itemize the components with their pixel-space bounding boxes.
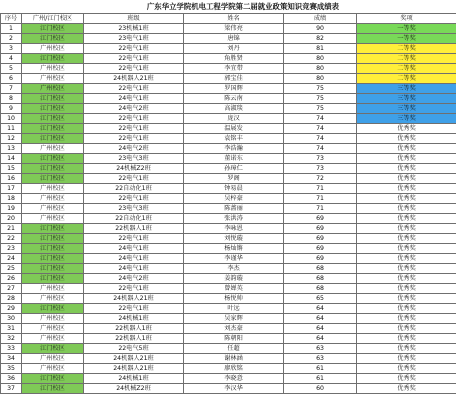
cell-campus[interactable]: 广州校区 [22, 84, 84, 94]
cell-award[interactable]: 优秀奖 [357, 234, 456, 244]
cell-name[interactable]: 李谨华 [184, 254, 284, 264]
cell-class[interactable]: 22电气1班 [84, 134, 184, 144]
cell-class[interactable]: 24电气1班 [84, 264, 184, 274]
cell-campus[interactable]: 江门校区 [22, 344, 84, 354]
header-row [1, 14, 456, 24]
cell-name[interactable]: 陈蔷丽 [184, 204, 284, 214]
cell-award[interactable]: 三等奖 [357, 84, 456, 94]
cell-no[interactable]: 29 [1, 304, 22, 314]
cell-campus[interactable]: 广州校区 [22, 184, 84, 194]
cell-award[interactable]: 优秀奖 [357, 154, 456, 164]
cell-award[interactable]: 一等奖 [357, 34, 456, 44]
cell-award[interactable]: 优秀奖 [357, 194, 456, 204]
table-row[interactable] [1, 294, 456, 304]
cell-award[interactable]: 优秀奖 [357, 384, 456, 394]
cell-score[interactable]: 73 [284, 154, 357, 164]
cell-campus[interactable]: 江门校区 [22, 24, 84, 34]
cell-class[interactable]: 23电气3班 [84, 154, 184, 164]
cell-class[interactable]: 22电气1班 [84, 194, 184, 204]
table-row[interactable] [1, 44, 456, 54]
cell-no[interactable]: 20 [1, 214, 22, 224]
cell-campus[interactable]: 江门校区 [22, 274, 84, 284]
header-award: 奖项 [357, 14, 456, 24]
table-row[interactable] [1, 304, 456, 314]
cell-no[interactable]: 22 [1, 234, 22, 244]
cell-score[interactable]: 64 [284, 334, 357, 344]
cell-name[interactable]: 李汉华 [184, 384, 284, 394]
cell-name[interactable]: 谢林涵 [184, 354, 284, 364]
cell-name[interactable]: 吴家辉 [184, 314, 284, 324]
cell-class[interactable]: 23机械1班 [84, 24, 184, 34]
cell-no[interactable]: 32 [1, 334, 22, 344]
cell-award[interactable]: 优秀奖 [357, 184, 456, 194]
cell-campus[interactable]: 江门校区 [22, 34, 84, 44]
cell-campus[interactable]: 江门校区 [22, 384, 84, 394]
table-row[interactable] [1, 344, 456, 354]
table-row[interactable] [1, 74, 456, 84]
cell-award[interactable]: 优秀奖 [357, 354, 456, 364]
cell-score[interactable]: 61 [284, 364, 357, 374]
cell-score[interactable]: 71 [284, 184, 357, 194]
cell-campus[interactable]: 江门校区 [22, 104, 84, 114]
cell-no[interactable]: 33 [1, 344, 22, 354]
cell-score[interactable]: 74 [284, 114, 357, 124]
cell-score[interactable]: 74 [284, 124, 357, 134]
cell-award[interactable]: 三等奖 [357, 104, 456, 114]
cell-name[interactable]: 梁伟亮 [184, 24, 284, 34]
table-row[interactable] [1, 134, 456, 144]
cell-class[interactable]: 24电气1班 [84, 254, 184, 264]
cell-no[interactable]: 26 [1, 274, 22, 284]
table-row[interactable] [1, 194, 456, 204]
table-row[interactable] [1, 164, 456, 174]
cell-class[interactable]: 24机械1班 [84, 374, 184, 384]
cell-award[interactable]: 优秀奖 [357, 294, 456, 304]
cell-name[interactable]: 罗国辉 [184, 84, 284, 94]
cell-award[interactable]: 优秀奖 [357, 244, 456, 254]
cell-award[interactable]: 三等奖 [357, 114, 456, 124]
cell-class[interactable]: 24机器人21班 [84, 364, 184, 374]
results-table [0, 13, 456, 394]
cell-no[interactable]: 12 [1, 134, 22, 144]
cell-no[interactable]: 37 [1, 384, 22, 394]
cell-class[interactable]: 22自动化1班 [84, 184, 184, 194]
cell-name[interactable]: 陈朝阳 [184, 334, 284, 344]
cell-score[interactable]: 74 [284, 144, 357, 154]
cell-name[interactable]: 唐锦 [184, 34, 284, 44]
table-row[interactable] [1, 354, 456, 364]
table-row[interactable] [1, 324, 456, 334]
cell-campus[interactable]: 广州校区 [22, 314, 84, 324]
table-row[interactable] [1, 364, 456, 374]
cell-award[interactable]: 优秀奖 [357, 304, 456, 314]
cell-score[interactable]: 60 [284, 384, 357, 394]
cell-award[interactable]: 优秀奖 [357, 124, 456, 134]
cell-class[interactable]: 22机器人1班 [84, 224, 184, 234]
cell-campus[interactable]: 江门校区 [22, 94, 84, 104]
cell-no[interactable]: 23 [1, 244, 22, 254]
cell-no[interactable]: 21 [1, 224, 22, 234]
table-row[interactable] [1, 334, 456, 344]
table-body [1, 24, 456, 394]
cell-name[interactable]: 叶远 [184, 304, 284, 314]
cell-class[interactable]: 22电气1班 [84, 124, 184, 134]
cell-award[interactable]: 优秀奖 [357, 284, 456, 294]
cell-name[interactable]: 袁铭丰 [184, 134, 284, 144]
cell-no[interactable]: 19 [1, 204, 22, 214]
table-row[interactable] [1, 234, 456, 244]
cell-campus[interactable]: 江门校区 [22, 124, 84, 134]
cell-campus[interactable]: 广州校区 [22, 324, 84, 334]
table-row[interactable] [1, 34, 456, 44]
cell-award[interactable]: 优秀奖 [357, 254, 456, 264]
cell-score[interactable]: 72 [284, 174, 357, 184]
cell-award[interactable]: 优秀奖 [357, 264, 456, 274]
cell-name[interactable]: 李晓意 [184, 374, 284, 384]
cell-award[interactable]: 二等奖 [357, 44, 456, 54]
table-row[interactable] [1, 64, 456, 74]
cell-no[interactable]: 28 [1, 294, 22, 304]
table-row[interactable] [1, 84, 456, 94]
cell-campus[interactable]: 广州校区 [22, 334, 84, 344]
cell-award[interactable]: 优秀奖 [357, 334, 456, 344]
cell-no[interactable]: 5 [1, 64, 22, 74]
cell-name[interactable]: 钟易晨 [184, 184, 284, 194]
cell-campus[interactable]: 江门校区 [22, 234, 84, 244]
cell-campus[interactable]: 广州校区 [22, 204, 84, 214]
cell-score[interactable]: 75 [284, 84, 357, 94]
cell-class[interactable]: 24电气1班 [84, 94, 184, 104]
cell-class[interactable]: 22电气5班 [84, 344, 184, 354]
cell-no[interactable]: 15 [1, 164, 22, 174]
cell-class[interactable]: 22电气1班 [84, 114, 184, 124]
cell-award[interactable]: 优秀奖 [357, 224, 456, 234]
cell-name[interactable]: 郭宝佳 [184, 74, 284, 84]
cell-name[interactable]: 庞汉 [184, 114, 284, 124]
cell-score[interactable]: 80 [284, 64, 357, 74]
cell-name[interactable]: 刘丹 [184, 44, 284, 54]
cell-name[interactable]: 高淑琰 [184, 104, 284, 114]
cell-class[interactable]: 22电气1班 [84, 174, 184, 184]
cell-class[interactable]: 24电气2班 [84, 144, 184, 154]
cell-campus[interactable]: 江门校区 [22, 134, 84, 144]
cell-award[interactable]: 优秀奖 [357, 324, 456, 334]
cell-campus[interactable]: 广州校区 [22, 74, 84, 84]
cell-no[interactable]: 34 [1, 354, 22, 364]
table-row[interactable] [1, 254, 456, 264]
cell-no[interactable]: 10 [1, 114, 22, 124]
table-row[interactable] [1, 184, 456, 194]
cell-name[interactable]: 罗阁 [184, 174, 284, 184]
cell-score[interactable]: 75 [284, 94, 357, 104]
table-row[interactable] [1, 144, 456, 154]
cell-campus[interactable]: 江门校区 [22, 304, 84, 314]
cell-name[interactable]: 李杰 [184, 264, 284, 274]
cell-no[interactable]: 6 [1, 74, 22, 84]
cell-campus[interactable]: 江门校区 [22, 224, 84, 234]
cell-score[interactable]: 90 [284, 24, 357, 34]
cell-score[interactable]: 63 [284, 354, 357, 364]
cell-award[interactable]: 优秀奖 [357, 344, 456, 354]
table-row[interactable] [1, 384, 456, 394]
cell-class[interactable]: 23电气3班 [84, 204, 184, 214]
cell-class[interactable]: 24机械Z2班 [84, 384, 184, 394]
cell-name[interactable]: 角胜贤 [184, 54, 284, 64]
cell-no[interactable]: 25 [1, 264, 22, 274]
cell-score[interactable]: 80 [284, 74, 357, 84]
table-row[interactable] [1, 104, 456, 114]
cell-class[interactable]: 22电气1班 [84, 234, 184, 244]
cell-score[interactable]: 64 [284, 314, 357, 324]
cell-campus[interactable]: 江门校区 [22, 264, 84, 274]
cell-score[interactable]: 75 [284, 104, 357, 114]
cell-score[interactable]: 80 [284, 54, 357, 64]
cell-award[interactable]: 优秀奖 [357, 204, 456, 214]
cell-score[interactable]: 68 [284, 274, 357, 284]
cell-score[interactable]: 71 [284, 194, 357, 204]
cell-campus[interactable]: 广州校区 [22, 354, 84, 364]
cell-no[interactable]: 8 [1, 94, 22, 104]
table-row[interactable] [1, 264, 456, 274]
header-name: 姓名 [184, 14, 284, 24]
cell-award[interactable]: 一等奖 [357, 24, 456, 34]
cell-score[interactable]: 69 [284, 234, 357, 244]
cell-name[interactable]: 杨灿锵 [184, 244, 284, 254]
cell-no[interactable]: 17 [1, 184, 22, 194]
cell-award[interactable]: 优秀奖 [357, 214, 456, 224]
cell-class[interactable]: 22自动化1班 [84, 214, 184, 224]
cell-class[interactable]: 22电气1班 [84, 284, 184, 294]
cell-no[interactable]: 18 [1, 194, 22, 204]
cell-award[interactable]: 优秀奖 [357, 134, 456, 144]
cell-no[interactable]: 31 [1, 324, 22, 334]
cell-award[interactable]: 优秀奖 [357, 314, 456, 324]
cell-campus[interactable]: 广州校区 [22, 284, 84, 294]
table-row[interactable] [1, 204, 456, 214]
header-score: 成绩 [284, 14, 357, 24]
cell-campus[interactable]: 广州校区 [22, 294, 84, 304]
cell-campus[interactable]: 江门校区 [22, 374, 84, 384]
cell-name[interactable]: 陈云南 [184, 94, 284, 104]
cell-score[interactable]: 61 [284, 374, 357, 384]
cell-award[interactable]: 优秀奖 [357, 274, 456, 284]
cell-no[interactable]: 24 [1, 254, 22, 264]
table-row[interactable] [1, 54, 456, 64]
cell-campus[interactable]: 广州校区 [22, 144, 84, 154]
cell-score[interactable]: 64 [284, 324, 357, 334]
cell-name[interactable]: 杨悦帅 [184, 294, 284, 304]
cell-award[interactable]: 二等奖 [357, 54, 456, 64]
table-row[interactable] [1, 214, 456, 224]
cell-no[interactable]: 7 [1, 84, 22, 94]
cell-no[interactable]: 9 [1, 104, 22, 114]
header-class: 班级 [84, 14, 184, 24]
cell-class[interactable]: 22机器人1班 [84, 334, 184, 344]
table-row[interactable] [1, 374, 456, 384]
cell-class[interactable]: 24电气2班 [84, 104, 184, 114]
cell-award[interactable]: 二等奖 [357, 74, 456, 84]
cell-class[interactable]: 24机械Z2班 [84, 164, 184, 174]
cell-no[interactable]: 14 [1, 154, 22, 164]
cell-score[interactable]: 65 [284, 294, 357, 304]
table-row[interactable] [1, 94, 456, 104]
cell-no[interactable]: 30 [1, 314, 22, 324]
cell-no[interactable]: 3 [1, 44, 22, 54]
cell-score[interactable]: 69 [284, 254, 357, 264]
cell-score[interactable]: 69 [284, 224, 357, 234]
cell-name[interactable]: 任超 [184, 344, 284, 354]
cell-campus[interactable]: 广州校区 [22, 194, 84, 204]
table-row[interactable] [1, 154, 456, 164]
cell-campus[interactable]: 江门校区 [22, 114, 84, 124]
cell-campus[interactable]: 广州校区 [22, 44, 84, 54]
table-row[interactable] [1, 24, 456, 34]
cell-no[interactable]: 36 [1, 374, 22, 384]
cell-class[interactable]: 24电气2班 [84, 274, 184, 284]
cell-no[interactable]: 13 [1, 144, 22, 154]
cell-class[interactable]: 22电气1班 [84, 54, 184, 64]
cell-score[interactable]: 73 [284, 164, 357, 174]
cell-class[interactable]: 22电气1班 [84, 44, 184, 54]
cell-campus[interactable]: 广州校区 [22, 214, 84, 224]
cell-class[interactable]: 22电气1班 [84, 64, 184, 74]
cell-campus[interactable]: 广州校区 [22, 364, 84, 374]
cell-score[interactable]: 64 [284, 304, 357, 314]
cell-name[interactable]: 董诺东 [184, 154, 284, 164]
cell-no[interactable]: 16 [1, 174, 22, 184]
cell-score[interactable]: 69 [284, 244, 357, 254]
cell-class[interactable]: 22电气1班 [84, 84, 184, 94]
header-no: 序号 [1, 14, 22, 24]
cell-award[interactable]: 优秀奖 [357, 374, 456, 384]
cell-name[interactable]: 曾婵英 [184, 284, 284, 294]
cell-score[interactable]: 68 [284, 264, 357, 274]
table-row[interactable] [1, 314, 456, 324]
cell-no[interactable]: 27 [1, 284, 22, 294]
cell-campus[interactable]: 江门校区 [22, 164, 84, 174]
cell-class[interactable]: 24机器人21班 [84, 74, 184, 84]
cell-campus[interactable]: 广州校区 [22, 64, 84, 74]
cell-no[interactable]: 1 [1, 24, 22, 34]
cell-score[interactable]: 63 [284, 344, 357, 354]
cell-name[interactable]: 廖欣铭 [184, 364, 284, 374]
cell-class[interactable]: 22机器人1班 [84, 324, 184, 334]
cell-award[interactable]: 优秀奖 [357, 164, 456, 174]
header-campus: 广州/江门校区 [22, 14, 84, 24]
cell-campus[interactable]: 江门校区 [22, 54, 84, 64]
cell-name[interactable]: 张洪涛 [184, 214, 284, 224]
cell-class[interactable]: 24机器人21班 [84, 294, 184, 304]
sheet-title: 广东华立学院机电工程学院第二届就业政策知识竞赛成绩表 [146, 2, 340, 11]
cell-name[interactable]: 孙璋仁 [184, 164, 284, 174]
cell-score[interactable]: 82 [284, 34, 357, 44]
table-row[interactable] [1, 244, 456, 254]
table-row[interactable] [1, 284, 456, 294]
table-row[interactable] [1, 114, 456, 124]
cell-award[interactable]: 三等奖 [357, 94, 456, 104]
cell-name[interactable]: 吴梓豪 [184, 194, 284, 204]
cell-campus[interactable]: 江门校区 [22, 154, 84, 164]
cell-award[interactable]: 二等奖 [357, 64, 456, 74]
cell-campus[interactable]: 江门校区 [22, 244, 84, 254]
table-row[interactable] [1, 274, 456, 284]
table-row[interactable] [1, 174, 456, 184]
cell-class[interactable]: 24机械1班 [84, 314, 184, 324]
cell-name[interactable]: 李浩瀚 [184, 144, 284, 154]
cell-name[interactable]: 李宜带 [184, 64, 284, 74]
cell-score[interactable]: 71 [284, 204, 357, 214]
cell-class[interactable]: 24机器人21班 [84, 354, 184, 364]
cell-score[interactable]: 68 [284, 284, 357, 294]
cell-name[interactable]: 刘悦璇 [184, 234, 284, 244]
cell-score[interactable]: 81 [284, 44, 357, 54]
cell-award[interactable]: 优秀奖 [357, 364, 456, 374]
cell-no[interactable]: 11 [1, 124, 22, 134]
table-row[interactable] [1, 224, 456, 234]
cell-name[interactable]: 温展发 [184, 124, 284, 134]
cell-class[interactable]: 24电气1班 [84, 244, 184, 254]
cell-award[interactable]: 优秀奖 [357, 174, 456, 184]
cell-campus[interactable]: 江门校区 [22, 174, 84, 184]
cell-award[interactable]: 优秀奖 [357, 144, 456, 154]
cell-name[interactable]: 刘杰豪 [184, 324, 284, 334]
cell-score[interactable]: 74 [284, 134, 357, 144]
cell-class[interactable]: 23电气1班 [84, 34, 184, 44]
cell-name[interactable]: 李咏恩 [184, 224, 284, 234]
cell-no[interactable]: 2 [1, 34, 22, 44]
cell-campus[interactable]: 江门校区 [22, 254, 84, 264]
cell-score[interactable]: 69 [284, 214, 357, 224]
cell-class[interactable]: 22电气1班 [84, 304, 184, 314]
cell-no[interactable]: 35 [1, 364, 22, 374]
cell-no[interactable]: 4 [1, 54, 22, 64]
cell-name[interactable]: 姜韵璇 [184, 274, 284, 284]
table-row[interactable] [1, 124, 456, 134]
